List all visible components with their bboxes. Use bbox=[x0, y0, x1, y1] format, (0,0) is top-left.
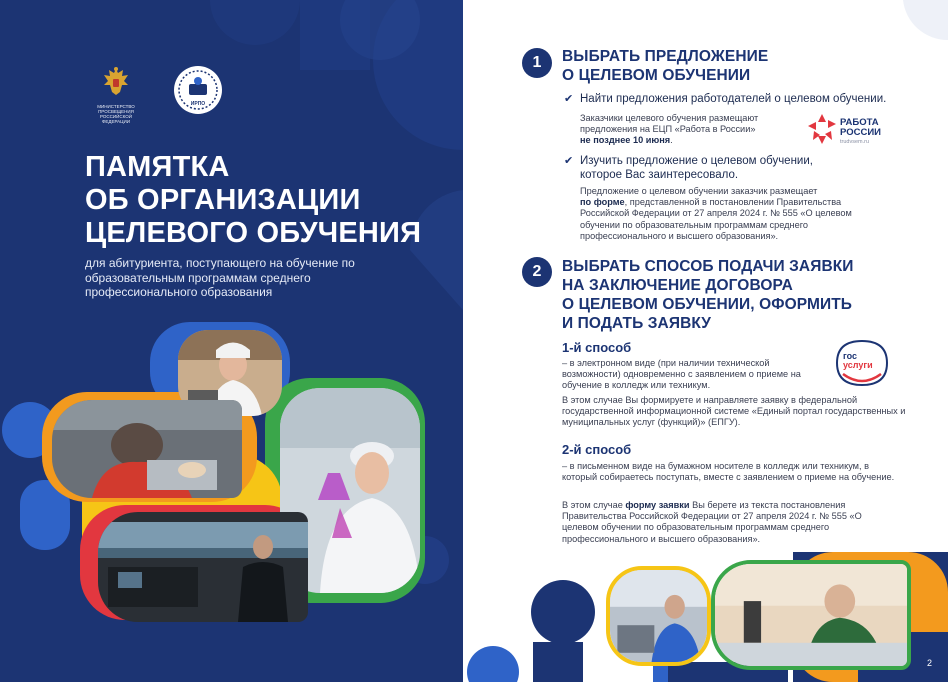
step-2-number: 2 bbox=[522, 257, 552, 287]
photo-ship-cadet-image bbox=[98, 512, 308, 622]
step-1-note-1-line-1: Заказчики целевого обучения размещают bbox=[580, 113, 759, 123]
step-1-note-1-end: . bbox=[670, 135, 673, 146]
step-1-bullet-2-line-1: Изучить предложение о целевом обучении, bbox=[580, 155, 813, 167]
ministry-line-2: РОССИЙСКОЙ ФЕДЕРАЦИИ bbox=[100, 114, 132, 124]
step-1-note-2-line-1: Предложение о целевом обучении заказчик размещает bbox=[580, 186, 818, 196]
photo-workshop-student-image bbox=[610, 570, 707, 662]
page-number: 2 bbox=[926, 658, 932, 668]
check-icon: ✔ bbox=[564, 155, 574, 167]
step-1-title-line-2: О ЦЕЛЕВОМ ОБУЧЕНИИ bbox=[562, 67, 751, 84]
ministry-line-1: МИНИСТЕРСТВО ПРОСВЕЩЕНИЯ bbox=[97, 104, 135, 114]
rabota-site: trudvsem.ru bbox=[840, 139, 870, 145]
step-1-note-2 bbox=[580, 186, 890, 242]
cover-title-line-3: ЦЕЛЕВОГО ОБУЧЕНИЯ bbox=[85, 217, 422, 249]
step-1-bullet-1 bbox=[564, 92, 934, 106]
top-decoration bbox=[463, 0, 948, 40]
method-2-description: – в письменном виде на бумажном носителе в колледж или техникум, в который собираетесь поступать, вместе с заявлением о приеме на обучение. bbox=[562, 461, 895, 483]
step-2-title-line-4: И ПОДАТЬ ЗАЯВКУ bbox=[562, 315, 712, 332]
photo-welder bbox=[52, 400, 242, 498]
step-1-bullet-2-line-2: которое Вас заинтересовало. bbox=[580, 169, 739, 181]
gosuslugi-line-1: гос bbox=[843, 351, 858, 361]
step-1-bullet-1-text: Найти предложения работодателей о целевом обучении. bbox=[580, 93, 887, 105]
method-2-note-bold: форму заявки bbox=[625, 500, 690, 510]
step-1-note-2-rest: , представленной в постановлении Правительства Российской Федерации от 27 апреля 2024 г. № 555 «О целевом обучении по образовательным программам среднего профессионального и высшего образования». bbox=[580, 197, 852, 241]
content-page bbox=[463, 0, 948, 682]
ipo-label: ИРПО bbox=[190, 101, 206, 107]
photo-ship-cadet bbox=[98, 512, 308, 622]
cover-subtitle: для абитуриента, поступающего на обучение по образовательным программам среднего профессионального образования bbox=[85, 256, 355, 299]
step-1-title bbox=[562, 47, 892, 85]
rabota-rossii-logo-icon bbox=[808, 114, 836, 146]
photo-welder-image bbox=[52, 400, 242, 498]
step-1-note-1 bbox=[580, 113, 810, 147]
method-2-note-start: В этом случае bbox=[562, 500, 626, 510]
step-2-title-line-2: НА ЗАКЛЮЧЕНИЕ ДОГОВОРА bbox=[562, 277, 793, 294]
cover-page bbox=[0, 0, 463, 682]
step-2-title bbox=[562, 257, 902, 333]
step-1-note-1-deadline: не позднее 10 июня bbox=[580, 135, 671, 146]
method-2-note bbox=[562, 500, 892, 545]
rabota-line-1: РАБОТА bbox=[840, 117, 879, 128]
step-2-title-line-3: О ЦЕЛЕВОМ ОБУЧЕНИИ, ОФОРМИТЬ bbox=[562, 296, 853, 313]
method-1-description: – в электронном виде (при наличии технической возможности) одновременно с заявлением о приеме на обучение в колледж или техникум. bbox=[562, 358, 801, 391]
gosuslugi-logo bbox=[835, 338, 889, 388]
step-1-note-1-line-2: предложения на ЕЦП «Работа в России» bbox=[580, 124, 756, 135]
cover-title-line-1: ПАМЯТКА bbox=[85, 151, 230, 183]
photo-microscope-student-image bbox=[715, 564, 907, 666]
photo-workshop-student bbox=[606, 566, 711, 666]
method-1-note: В этом случае Вы формируете и направляете заявку в федеральной государственной информационной системе «Единый портал государственных и муниципальных услуг (функций)» (ЕПГУ). bbox=[562, 395, 906, 428]
cover-title-line-2: ОБ ОРГАНИЗАЦИИ bbox=[85, 184, 361, 216]
method-2-note-rest: Вы берете из текста постановления Правительства Российской Федерации от 27 апреля 2024 г. № 555 «О целевом обучении по образовательным программам среднего профессионального и высшего образования». bbox=[562, 500, 862, 544]
method-2-title: 2-й способ bbox=[562, 442, 632, 457]
step-1-note-2-bold: по форме bbox=[580, 197, 625, 208]
rabota-line-2: РОССИИ bbox=[840, 127, 881, 138]
method-1-title: 1-й способ bbox=[562, 340, 632, 355]
step-1-title-line-1: ВЫБРАТЬ ПРЕДЛОЖЕНИЕ bbox=[562, 48, 769, 65]
check-icon: ✔ bbox=[564, 93, 574, 105]
gosuslugi-line-2: услуги bbox=[843, 360, 873, 370]
photo-microscope-student bbox=[711, 560, 911, 670]
step-1-bullet-2 bbox=[564, 154, 894, 182]
rabota-rossii-logo bbox=[808, 110, 908, 150]
step-1-number: 1 bbox=[522, 48, 552, 78]
step-2-title-line-1: ВЫБРАТЬ СПОСОБ ПОДАЧИ ЗАЯВКИ bbox=[562, 258, 854, 275]
